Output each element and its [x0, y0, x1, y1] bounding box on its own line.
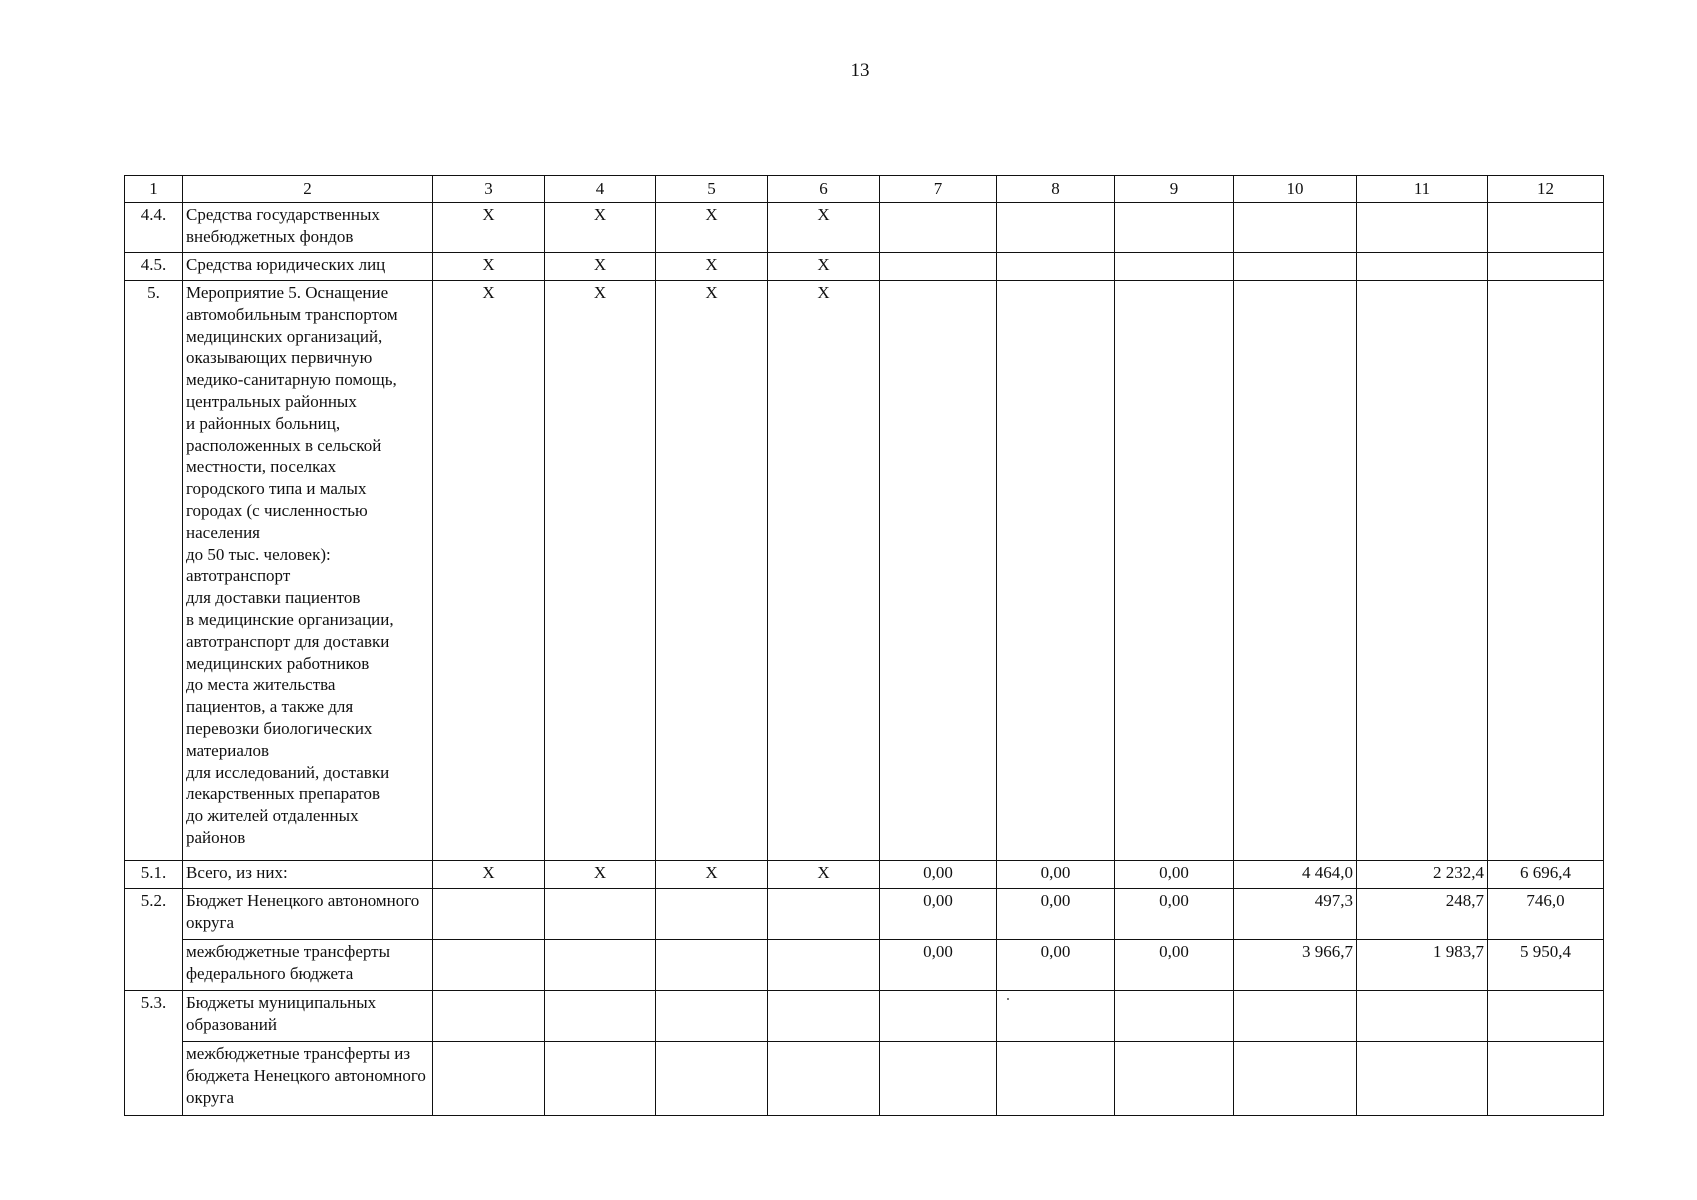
- description-line: районов: [186, 827, 246, 847]
- column-number-header: 3: [433, 176, 545, 203]
- budget-table: [124, 175, 1604, 1116]
- cell-col6: X: [768, 281, 880, 861]
- cell-col12: 6 696,4: [1488, 861, 1604, 889]
- table-row: [125, 889, 1604, 940]
- cell-col5: X: [656, 253, 768, 281]
- cell-col8: [997, 281, 1115, 861]
- scan-speck: [1007, 998, 1009, 1000]
- cell-col11: [1357, 281, 1488, 861]
- table-row: [125, 253, 1604, 281]
- row-description: Бюджеты муниципальных образований: [183, 991, 433, 1042]
- cell-col11: [1357, 1042, 1488, 1116]
- cell-col11: [1357, 203, 1488, 253]
- row-description: Средства государственных внебюджетных фондов: [183, 203, 433, 253]
- page-number: 13: [850, 60, 870, 81]
- description-line: расположенных в сельской: [186, 435, 382, 455]
- column-number-header: 9: [1115, 176, 1234, 203]
- cell-col6: [768, 940, 880, 991]
- description-line: в медицинские организации,: [186, 609, 394, 629]
- cell-col9: [1115, 281, 1234, 861]
- description-line: Мероприятие 5. Оснащение: [186, 283, 389, 302]
- cell-col11: 2 232,4: [1357, 861, 1488, 889]
- description-line: и районных больниц,: [186, 413, 341, 433]
- cell-col4: [545, 940, 656, 991]
- cell-col11: [1357, 991, 1488, 1042]
- description-line: автомобильным транспортом: [186, 304, 398, 324]
- row-number: 5.1.: [125, 861, 183, 889]
- row-number: 4.5.: [125, 253, 183, 281]
- cell-col4: X: [545, 281, 656, 861]
- cell-col9: [1115, 253, 1234, 281]
- cell-col6: [768, 889, 880, 940]
- cell-col7: [880, 253, 997, 281]
- row-description: Всего, из них:: [183, 861, 433, 889]
- cell-col7: [880, 203, 997, 253]
- description-line: автотранспорт: [186, 566, 291, 586]
- description-line: лекарственных препаратов: [186, 784, 381, 804]
- description-line: медицинских организаций,: [186, 326, 383, 346]
- cell-col11: [1357, 253, 1488, 281]
- column-number-header: 6: [768, 176, 880, 203]
- row-number: 4.4.: [125, 203, 183, 253]
- cell-col8: 0,00: [997, 861, 1115, 889]
- cell-col6: X: [768, 861, 880, 889]
- table-row: [125, 1042, 1604, 1116]
- cell-col12: [1488, 991, 1604, 1042]
- cell-col10: 3 966,7: [1234, 940, 1357, 991]
- column-number-header: 2: [183, 176, 433, 203]
- description-line: для доставки пациентов: [186, 588, 361, 608]
- row-description: Бюджет Ненецкого автономного округа: [183, 889, 433, 940]
- column-number-header: 5: [656, 176, 768, 203]
- column-number-header: 12: [1488, 176, 1604, 203]
- cell-col10: [1234, 991, 1357, 1042]
- description-line: перевозки биологических: [186, 718, 373, 738]
- cell-col3: [433, 889, 545, 940]
- description-line: материалов: [186, 740, 270, 760]
- cell-col5: X: [656, 203, 768, 253]
- cell-col4: [545, 1042, 656, 1116]
- cell-col8: 0,00: [997, 940, 1115, 991]
- row-description: Средства юридических лиц: [183, 253, 433, 281]
- description-line: населения: [186, 522, 260, 542]
- row-number: 5.: [125, 281, 183, 861]
- cell-col6: [768, 991, 880, 1042]
- description-line: медицинских работников: [186, 653, 370, 673]
- cell-col3: [433, 940, 545, 991]
- cell-col7: 0,00: [880, 889, 997, 940]
- row-description: межбюджетные трансферты федерального бюджета: [183, 940, 433, 991]
- cell-col9: [1115, 991, 1234, 1042]
- cell-col8: 0,00: [997, 889, 1115, 940]
- row-number: 5.3.: [125, 991, 183, 1116]
- cell-col11: 1 983,7: [1357, 940, 1488, 991]
- cell-col3: X: [433, 861, 545, 889]
- cell-col4: X: [545, 861, 656, 889]
- cell-col10: [1234, 1042, 1357, 1116]
- column-number-header: 1: [125, 176, 183, 203]
- cell-col12: [1488, 253, 1604, 281]
- cell-col5: [656, 940, 768, 991]
- column-number-header: 11: [1357, 176, 1488, 203]
- cell-col12: 5 950,4: [1488, 940, 1604, 991]
- cell-col8: [997, 991, 1115, 1042]
- cell-col7: 0,00: [880, 940, 997, 991]
- column-number-row: [125, 176, 1604, 203]
- cell-col4: X: [545, 253, 656, 281]
- cell-col9: [1115, 203, 1234, 253]
- description-line: до жителей отдаленных: [186, 806, 359, 826]
- cell-col6: X: [768, 253, 880, 281]
- cell-col9: 0,00: [1115, 889, 1234, 940]
- cell-col3: X: [433, 281, 545, 861]
- description-line: пациентов, а также для: [186, 697, 354, 717]
- cell-col8: [997, 203, 1115, 253]
- cell-col3: [433, 991, 545, 1042]
- cell-col4: X: [545, 203, 656, 253]
- description-line: центральных районных: [186, 391, 357, 411]
- cell-col8: [997, 253, 1115, 281]
- cell-col10: 4 464,0: [1234, 861, 1357, 889]
- cell-col4: [545, 991, 656, 1042]
- cell-col9: [1115, 1042, 1234, 1116]
- row-description: [183, 281, 433, 861]
- cell-col4: [545, 889, 656, 940]
- description-line: городах (с численностью: [186, 500, 368, 520]
- cell-col9: 0,00: [1115, 940, 1234, 991]
- table-row: [125, 861, 1604, 889]
- table-row: [125, 281, 1604, 861]
- column-number-header: 4: [545, 176, 656, 203]
- cell-col11: 248,7: [1357, 889, 1488, 940]
- description-line: до 50 тыс. человек):: [186, 544, 331, 564]
- cell-col8: [997, 1042, 1115, 1116]
- cell-col7: [880, 281, 997, 861]
- description-line: городского типа и малых: [186, 479, 367, 499]
- table-row: [125, 991, 1604, 1042]
- description-line: для исследований, доставки: [186, 762, 390, 782]
- cell-col12: [1488, 1042, 1604, 1116]
- table-row: [125, 203, 1604, 253]
- cell-col5: [656, 889, 768, 940]
- cell-col12: [1488, 203, 1604, 253]
- column-number-header: 7: [880, 176, 997, 203]
- cell-col7: [880, 991, 997, 1042]
- cell-col10: [1234, 253, 1357, 281]
- description-line: автотранспорт для доставки: [186, 631, 390, 651]
- cell-col7: [880, 1042, 997, 1116]
- cell-col5: X: [656, 861, 768, 889]
- description-line: до места жительства: [186, 675, 336, 695]
- cell-col9: 0,00: [1115, 861, 1234, 889]
- cell-col3: X: [433, 203, 545, 253]
- cell-col6: [768, 1042, 880, 1116]
- cell-col10: 497,3: [1234, 889, 1357, 940]
- cell-col12: 746,0: [1488, 889, 1604, 940]
- cell-col3: [433, 1042, 545, 1116]
- cell-col12: [1488, 281, 1604, 861]
- description-line: оказывающих первичную: [186, 348, 373, 368]
- cell-col5: [656, 991, 768, 1042]
- cell-col3: X: [433, 253, 545, 281]
- column-number-header: 8: [997, 176, 1115, 203]
- cell-col10: [1234, 203, 1357, 253]
- column-number-header: 10: [1234, 176, 1357, 203]
- table-row: [125, 940, 1604, 991]
- cell-col7: 0,00: [880, 861, 997, 889]
- row-description: межбюджетные трансферты из бюджета Ненецкого автономного округа: [183, 1042, 433, 1116]
- row-number: 5.2.: [125, 889, 183, 991]
- cell-col6: X: [768, 203, 880, 253]
- description-line: медико-санитарную помощь,: [186, 370, 397, 390]
- description-line: местности, поселках: [186, 457, 337, 477]
- cell-col5: [656, 1042, 768, 1116]
- cell-col5: X: [656, 281, 768, 861]
- cell-col10: [1234, 281, 1357, 861]
